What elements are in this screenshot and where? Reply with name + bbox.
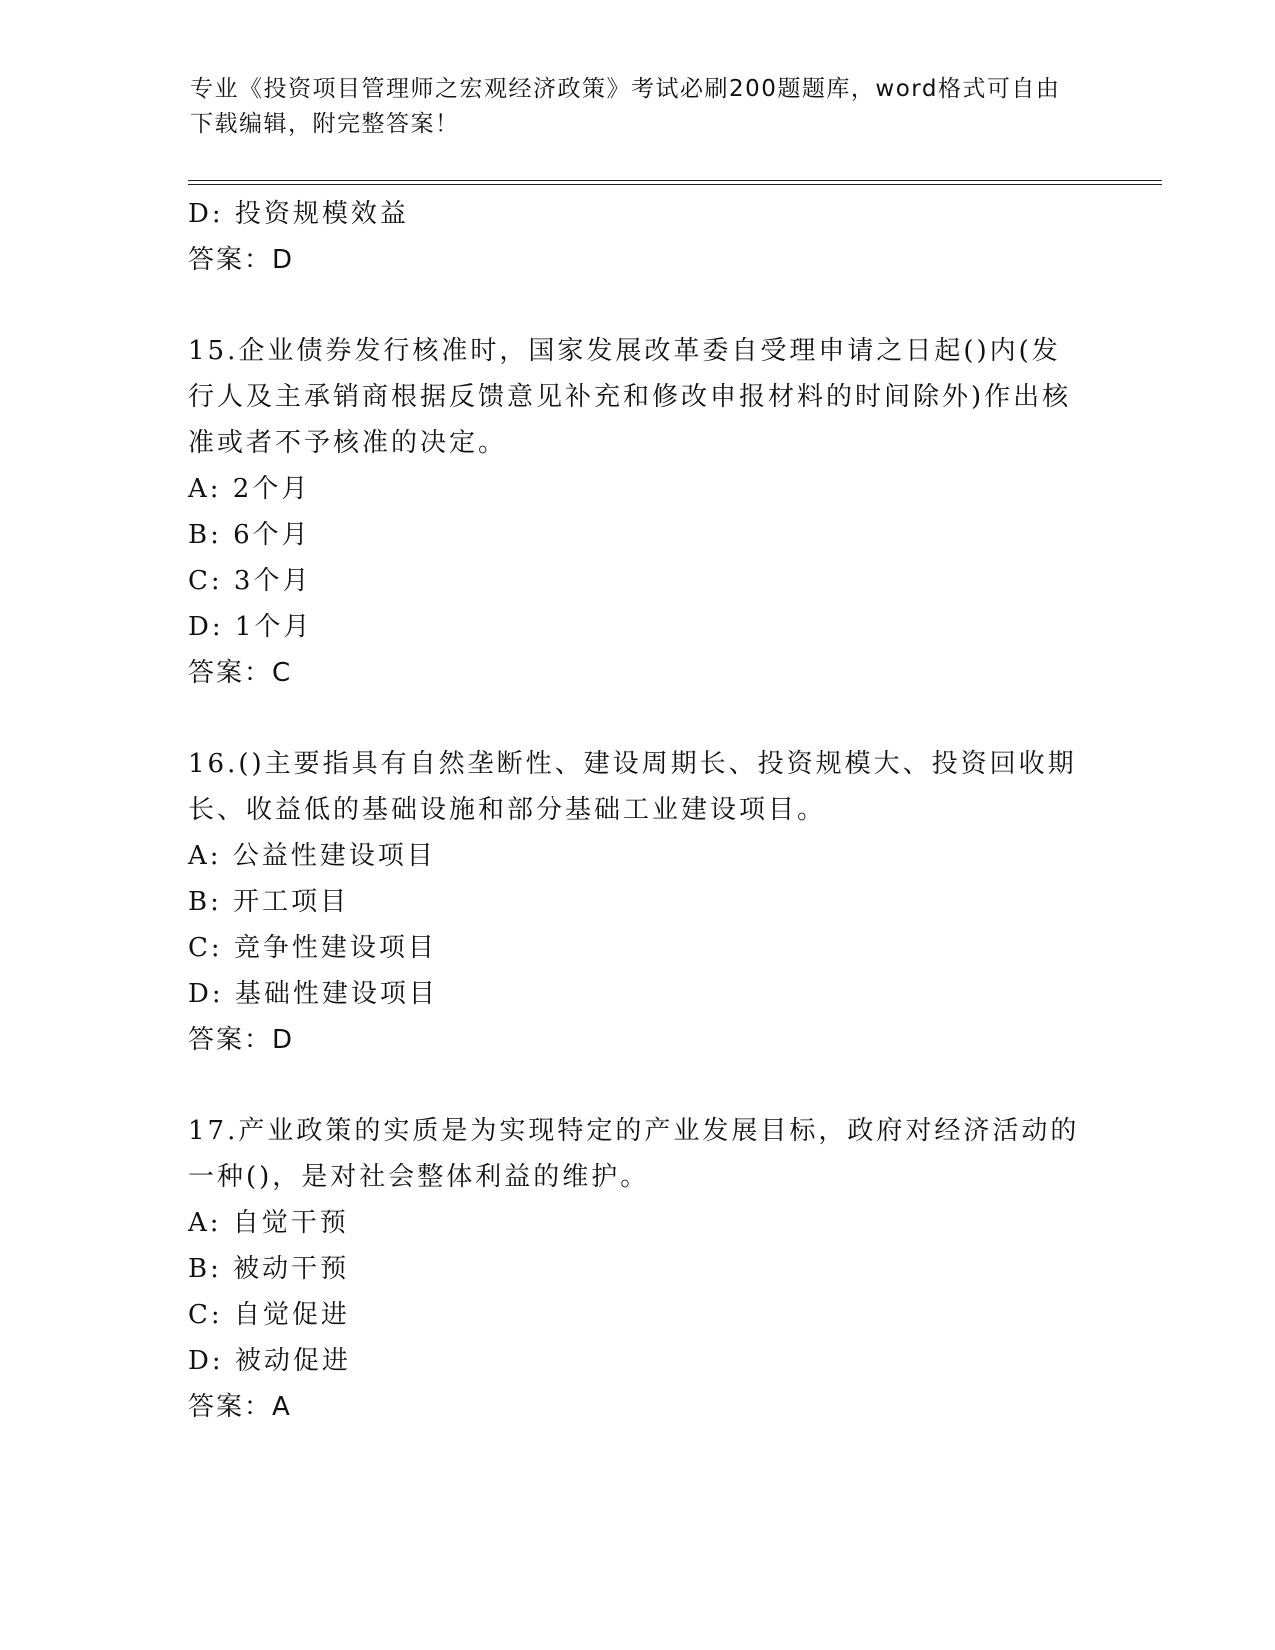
answer: 答案：C <box>188 658 293 688</box>
option-b: B: 被动干预 <box>188 1254 350 1284</box>
question-stem-line: 行人及主承销商根据反馈意见补充和修改申报材料的时间除外)作出核 <box>188 382 1072 412</box>
prev-option-d: D: 投资规模效益 <box>188 199 409 229</box>
option-d: D: 基础性建设项目 <box>188 979 438 1009</box>
question-stem-line: 准或者不予核准的决定。 <box>188 428 508 458</box>
option-b: B: 6个月 <box>188 520 311 550</box>
prev-answer: 答案：D <box>188 245 295 275</box>
question-stem-line: 17.产业政策的实质是为实现特定的产业发展目标，政府对经济活动的 <box>188 1116 1080 1146</box>
option-c: C: 3个月 <box>188 566 312 596</box>
question-17 <box>188 1108 1088 1430</box>
page-header <box>190 72 1070 142</box>
header-line-1: 专业《投资项目管理师之宏观经济政策》考试必刷200题题库，word格式可自由 <box>190 76 1061 102</box>
spacer <box>188 1063 1088 1108</box>
option-a: A: 公益性建设项目 <box>188 841 436 871</box>
option-a: A: 自觉干预 <box>188 1208 349 1238</box>
option-d: D: 1个月 <box>188 612 313 642</box>
question-15 <box>188 328 1088 696</box>
question-stem-line: 15.企业债券发行核准时，国家发展改革委自受理申请之日起()内(发 <box>188 336 1061 366</box>
question-stem-line: 长、收益低的基础设施和部分基础工业建设项目。 <box>188 795 827 825</box>
question-stem-line: 一种()，是对社会整体利益的维护。 <box>188 1162 650 1192</box>
question-list <box>188 191 1088 1430</box>
spacer <box>188 696 1088 741</box>
option-c: C: 自觉促进 <box>188 1300 350 1330</box>
header-divider <box>188 180 1162 185</box>
option-c: C: 竞争性建设项目 <box>188 933 437 963</box>
option-a: A: 2个月 <box>188 474 311 504</box>
answer: 答案：A <box>188 1392 292 1422</box>
header-line-2: 下载编辑，附完整答案！ <box>190 111 460 137</box>
answer: 答案：D <box>188 1025 295 1055</box>
question-stem-line: 16.()主要指具有自然垄断性、建设周期长、投资规模大、投资回收期 <box>188 749 1077 779</box>
spacer <box>188 283 1088 328</box>
option-b: B: 开工项目 <box>188 887 350 917</box>
question-16 <box>188 741 1088 1063</box>
option-d: D: 被动促进 <box>188 1346 351 1376</box>
